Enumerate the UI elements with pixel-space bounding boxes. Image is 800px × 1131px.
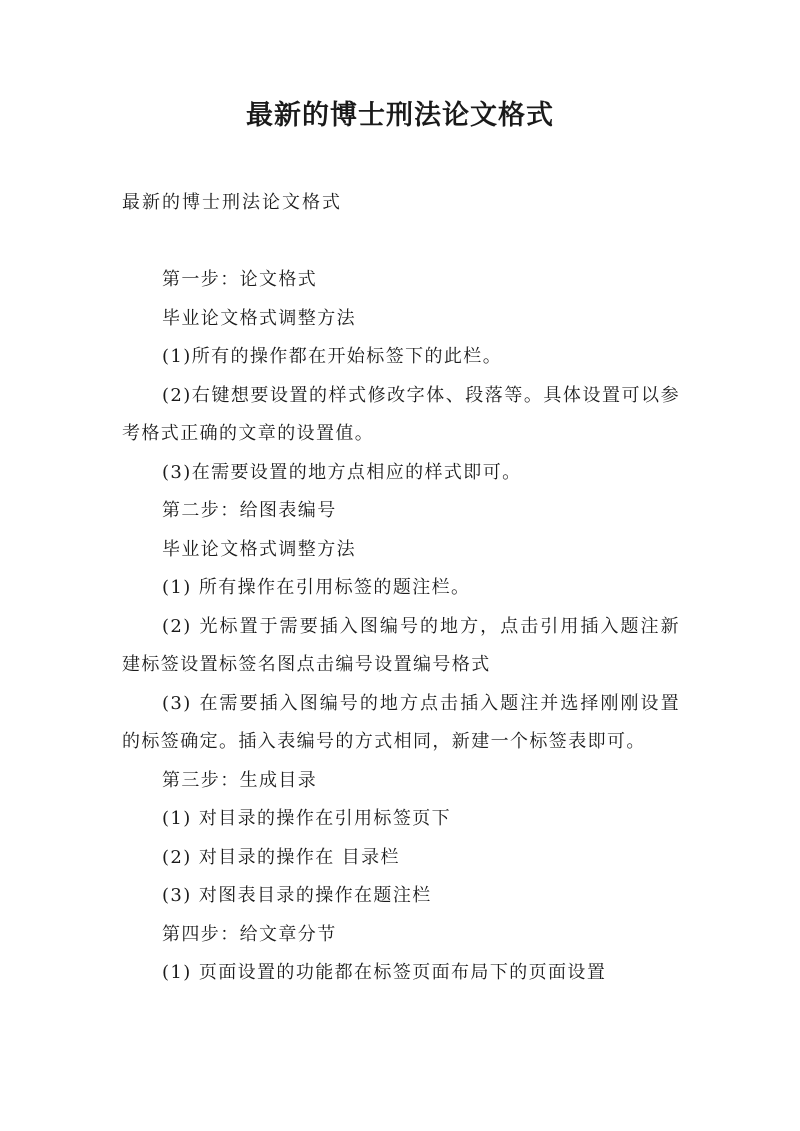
paragraph: (2)右键想要设置的样式修改字体、段落等。具体设置可以参考格式正确的文章的设置值。 <box>122 384 680 444</box>
paragraph: (2) 对目录的操作在 目录栏 <box>162 846 400 868</box>
heading-step-1: 第一步：论文格式 <box>162 269 318 290</box>
heading-step-2: 第二步：给图表编号 <box>162 500 337 521</box>
document-subtitle: 最新的博士刑法论文格式 <box>122 192 342 213</box>
paragraph: (3) 在需要插入图编号的地方点击插入题注并选择刚刚设置的标签确定。插入表编号的方式相同，新建一个标签表即可。 <box>122 692 680 752</box>
paragraph: (1)所有的操作都在开始标签下的此栏。 <box>162 346 503 367</box>
paragraph: (1) 对目录的操作在引用标签页下 <box>162 808 452 829</box>
paragraph: 毕业论文格式调整方法 <box>162 538 356 560</box>
paragraph: (2) 光标置于需要插入图编号的地方，点击引用插入题注新建标签设置标签名图点击编号设置编号格式 <box>122 615 680 675</box>
paragraph: (3) 对图表目录的操作在题注栏 <box>162 885 432 906</box>
document-body <box>122 261 680 993</box>
paragraph: (1) 页面设置的功能都在标签页面布局下的页面设置 <box>162 962 607 983</box>
heading-step-3: 第三步：生成目录 <box>162 769 318 791</box>
document-title: 最新的博士刑法论文格式 <box>246 100 554 131</box>
paragraph: (3)在需要设置的地方点相应的样式即可。 <box>162 461 522 483</box>
heading-step-4: 第四步：给文章分节 <box>162 923 337 945</box>
paragraph: (1) 所有操作在引用标签的题注栏。 <box>162 577 471 598</box>
paragraph: 毕业论文格式调整方法 <box>162 307 356 329</box>
